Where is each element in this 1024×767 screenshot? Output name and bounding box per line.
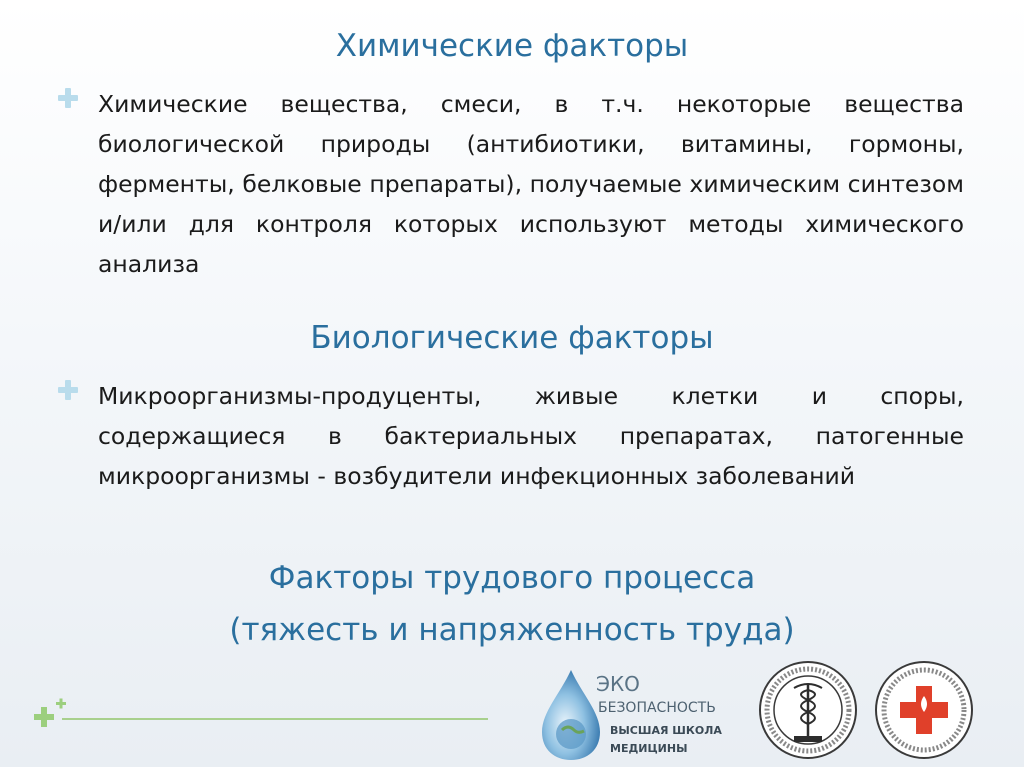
eco-logo-line2: БЕЗОПАСНОСТЬ bbox=[598, 700, 716, 716]
labor-process-subheading: (тяжесть и напряженность труда) bbox=[229, 612, 795, 648]
water-drop-icon bbox=[538, 668, 604, 762]
eco-logo-line1: ЭКО bbox=[596, 672, 640, 696]
eco-logo-line3: ВЫСШАЯ ШКОЛА bbox=[610, 724, 722, 737]
chemical-factors-text: Химические вещества, смеси, в т.ч. некоторые вещества биологической природы (антибиотики, витамины, гормоны, ферменты, белковые препараты), получаемые химическим синтезом и/или для контроля которых используют методы химического анализа bbox=[98, 90, 964, 278]
footer-divider bbox=[62, 718, 488, 720]
red-cross-seal-icon bbox=[874, 658, 974, 762]
biological-factors-bullet bbox=[58, 376, 964, 496]
chemical-factors-heading: Химические факторы bbox=[335, 28, 689, 64]
plus-icon bbox=[58, 380, 78, 400]
eco-logo-line4: МЕДИЦИНЫ bbox=[610, 742, 688, 755]
biological-factors-text: Микроорганизмы-продуценты, живые клетки и споры, содержащиеся в бактериальных препаратах, патогенные микроорганизмы - возбудители инфекционных заболеваний bbox=[98, 382, 964, 490]
plus-icon bbox=[58, 88, 78, 108]
eco-safety-logo bbox=[538, 664, 754, 764]
biological-factors-heading: Биологические факторы bbox=[310, 320, 714, 356]
caduceus-seal-icon bbox=[758, 658, 858, 762]
double-plus-icon bbox=[30, 698, 70, 734]
labor-process-heading: Факторы трудового процесса bbox=[268, 560, 756, 596]
chemical-factors-bullet bbox=[58, 84, 964, 284]
